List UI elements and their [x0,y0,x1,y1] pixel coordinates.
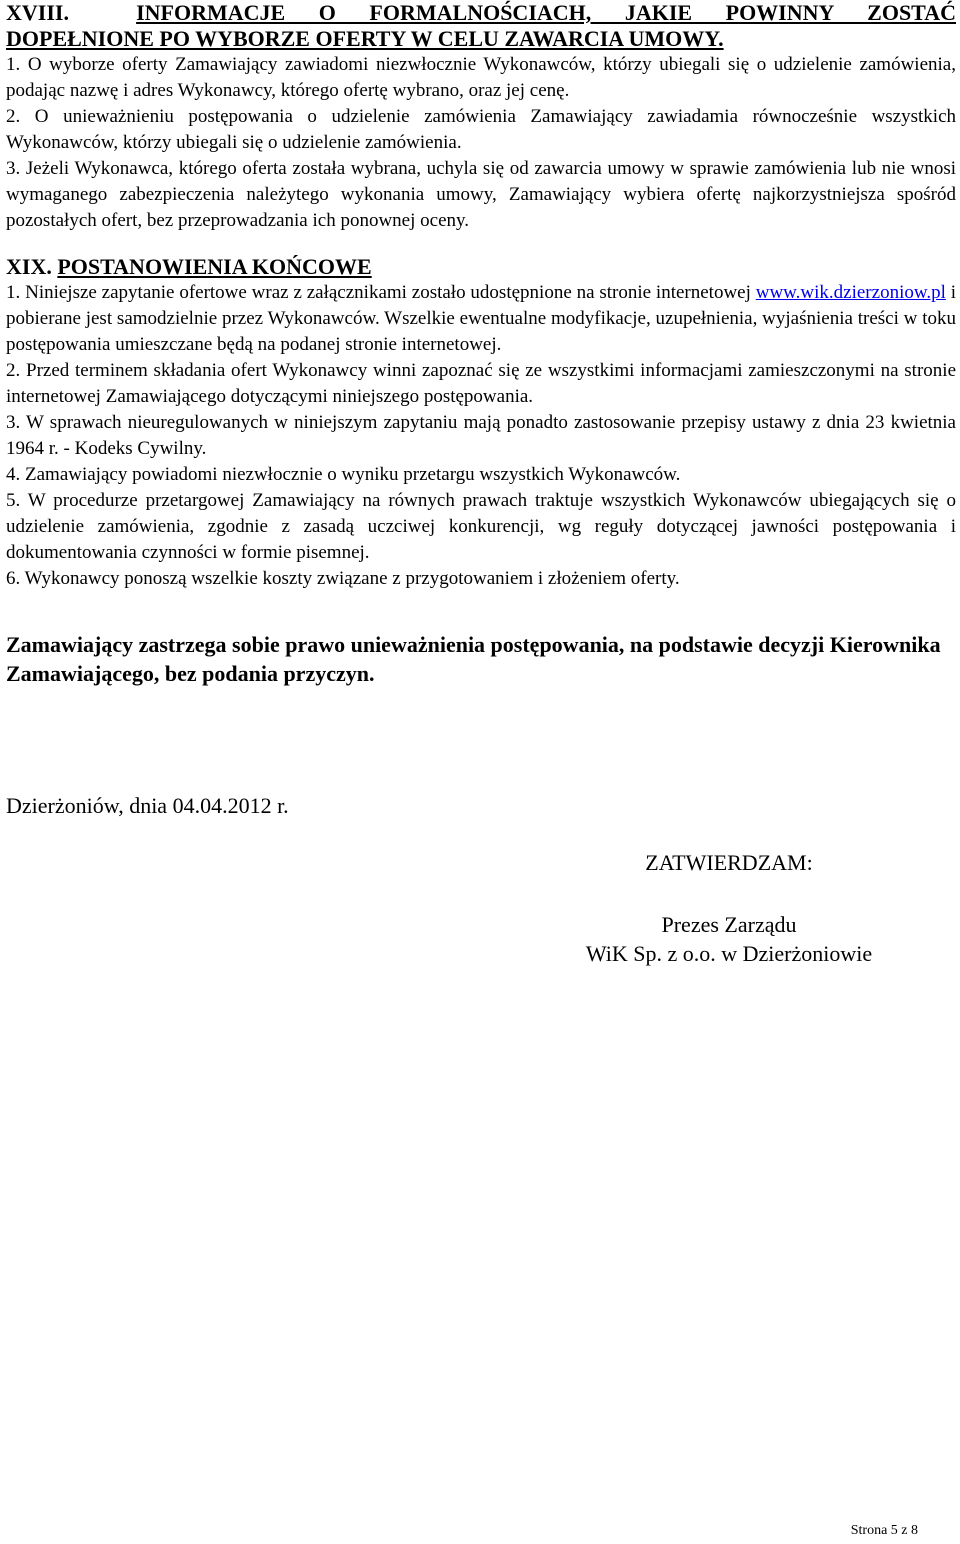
section-18-title-line2: DOPEŁNIONE PO WYBORZE OFERTY W CELU ZAWARCIA UMOWY. [6,26,724,51]
section-18-item-3: 3. Jeżeli Wykonawca, którego oferta została wybrana, uchyla się od zawarcia umowy w sprawie zamówienia lub nie wnosi wymaganego zabezpieczenia należytego wykonania umowy, Zamawiający wybiera ofertę najkorzystniejsza spośród pozostałych ofert, bez przeprowadzania ich ponownej oceny. [6,158,956,231]
signature-block [560,910,898,968]
final-statement: Zamawiający zastrzega sobie prawo unieważnienia postępowania, na podstawie decyzji Kierownika Zamawiającego, bez podania przyczyn. [6,632,941,686]
section-18-item-1: 1. O wyborze oferty Zamawiający zawiadomi niezwłocznie Wykonawców, którzy ubiegali się o udzielenie zamówienia, podając nazwę i adres Wykonawcy, którego ofertę wybrano, oraz jej cenę. [6,54,956,101]
section-18-number: XVIII. [6,0,69,25]
section-18-heading-line1 [6,0,956,26]
section-19-item-4: 4. Zamawiający powiadomi niezwłocznie o wyniku przetargu wszystkich Wykonawców. [6,464,681,485]
section-19-number: XIX. [6,254,52,279]
section-19-item-6: 6. Wykonawcy ponoszą wszelkie koszty związane z przygotowaniem i złożeniem oferty. [6,568,680,589]
section-19-item-1-text: 1. Niniejsze zapytanie ofertowe wraz z załącznikami zostało udostępnione na stronie internetowej [6,282,751,303]
website-link[interactable]: www.wik.dzierzoniow.pl [755,282,946,303]
document-date: Dzierżoniów, dnia 04.04.2012 r. [6,793,289,818]
section-19-item-2: 2. Przed terminem składania ofert Wykonawcy winni zapoznać się ze wszystkimi informacjami zamieszczonymi na stronie internetowej Zamawiającego dotyczącymi niniejszego postępowania. [6,360,956,407]
signatory-title: Prezes Zarządu [661,912,797,937]
section-19-title: POSTANOWIENIA KOŃCOWE [57,254,372,279]
section-19-item-5: 5. W procedurze przetargowej Zamawiający na równych prawach traktuje wszystkich Wykonawców ubiegających się o udzielenie zamówienia, zgodnie z zasadą uczciwej konkurencji, wg reguły dotyczącej jawności postępowania i dokumentowania czynności w formie pisemnej. [6,490,956,563]
section-18-title-line1: INFORMACJE O FORMALNOŚCIACH, JAKIE POWINNY ZOSTAĆ [136,0,956,25]
page-number: Strona 5 z 8 [850,1523,918,1538]
section-18-heading-line2 [6,26,956,52]
signatory-company: WiK Sp. z o.o. w Dzierżoniowie [585,941,873,966]
section-19-item-1 [6,280,956,358]
section-19-item-3: 3. W sprawach nieuregulowanych w niniejszym zapytaniu mają ponadto zastosowanie przepisy ustawy z dnia 23 kwietnia 1964 r. - Kodeks Cywilny. [6,412,956,459]
section-19-heading [6,254,956,280]
section-19-item-1-text-after: i pobierane jest samodzielnie przez Wykonawców. Wszelkie ewentualne modyfikacje, uzupełnienia, wyjaśnienia treści w toku postępowania umieszczane będą na podanej stronie internetowej. [6,282,956,355]
approval-label: ZATWIERDZAM: [645,850,813,875]
section-18-item-2: 2. O unieważnieniu postępowania o udzielenie zamówienia Zamawiający zawiadamia równocześnie wszystkich Wykonawców, którzy ubiegali się o udzielenie zamówienia. [6,106,956,153]
document-page [6,0,956,688]
